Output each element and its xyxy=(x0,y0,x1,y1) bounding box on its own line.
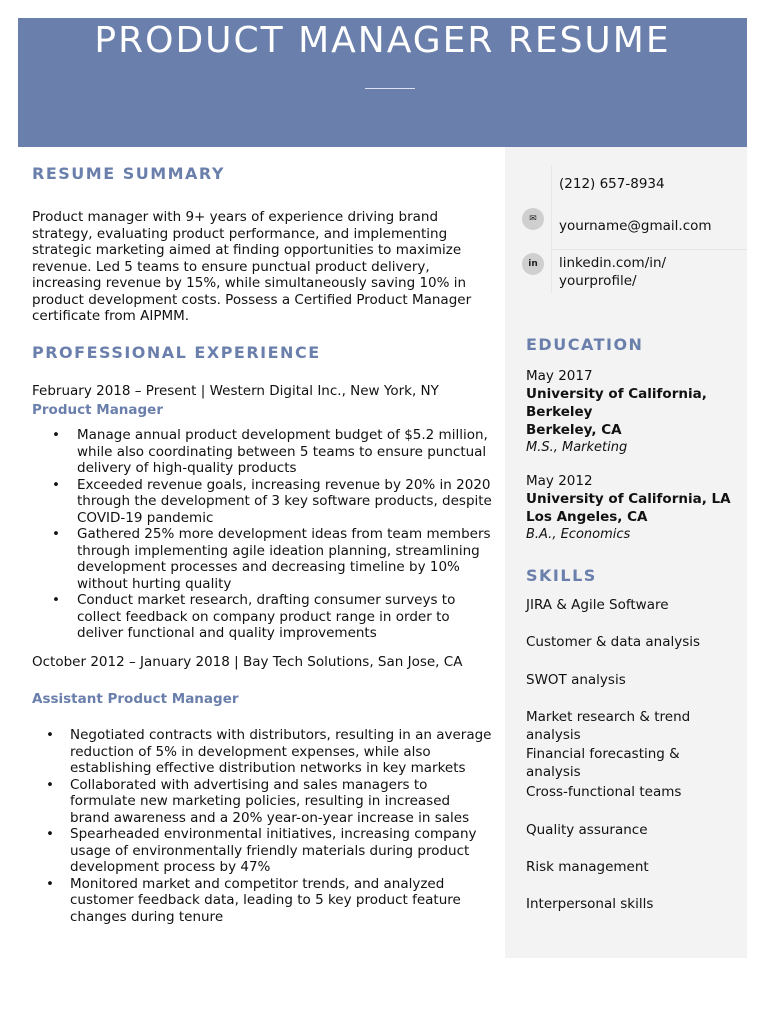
linkedin-icon: in xyxy=(522,253,544,275)
education-school: University of California, LA xyxy=(526,491,731,507)
experience-heading: PROFESSIONAL EXPERIENCE xyxy=(32,343,321,362)
job-bullet: • Monitored market and competitor trends, and analyzed customer feedback data, leading to 5 key product feature changes during tenure xyxy=(32,876,492,926)
education-entry xyxy=(526,367,741,457)
education-degree: B.A., Economics xyxy=(526,527,631,542)
email-address[interactable]: yourname@gmail.com xyxy=(559,218,712,234)
job-bullet: • Collaborated with advertising and sales managers to formulate new marketing policies, resulting in increased brand awareness and a 20% year-on-year increase in sales xyxy=(32,777,492,827)
skills-heading: SKILLS xyxy=(526,566,597,585)
skill-item: Customer & data analysis xyxy=(526,634,701,650)
job-bullet: • Manage annual product development budget of $5.2 million, while also coordinating between 5 teams to ensure punctual delivery of high-quality products xyxy=(32,427,492,477)
skill-item: SWOT analysis xyxy=(526,672,626,688)
phone-number: (212) 657-8934 xyxy=(559,176,665,192)
job-bullet: • Gathered 25% more development ideas from team members through implementing agile ideation planning, streamlining development processes and decreasing timeline by 10% without hurting quality xyxy=(32,526,492,592)
job-meta: October 2012 – January 2018 | Bay Tech Solutions, San Jose, CA xyxy=(32,654,463,670)
contact-divider xyxy=(551,165,552,293)
linkedin-url-line: linkedin.com/in/ xyxy=(559,255,667,271)
summary-text: Product manager with 9+ years of experience driving brand strategy, evaluating product performance, and implementing strategic marketing aimed at finding opportunities to maximize revenue. Led 5 teams to ensure punctual product delivery, increasing revenue by 15%, while simultaneously saving 10% in product development costs. Possess a Certified Product Manager certificate from AIPMM. xyxy=(32,209,472,324)
education-school: University of California, xyxy=(526,386,707,402)
summary-heading: RESUME SUMMARY xyxy=(32,164,225,183)
job-title: Product Manager xyxy=(32,402,163,418)
skill-item: JIRA & Agile Software xyxy=(526,597,669,613)
header-divider xyxy=(365,88,415,89)
job-title: Assistant Product Manager xyxy=(32,691,239,707)
education-degree: M.S., Marketing xyxy=(526,440,628,455)
education-date: May 2012 xyxy=(526,473,593,489)
education-date: May 2017 xyxy=(526,368,593,384)
linkedin-url[interactable] xyxy=(559,254,666,290)
resume-header xyxy=(18,18,747,147)
skill-item: Risk management xyxy=(526,859,649,875)
education-school: Berkeley xyxy=(526,404,593,420)
job-bullets xyxy=(32,727,492,925)
skill-item: Interpersonal skills xyxy=(526,896,654,912)
education-location: Los Angeles, CA xyxy=(526,509,648,525)
skill-item: Cross-functional teams xyxy=(526,784,682,800)
skill-item: Quality assurance xyxy=(526,822,648,838)
contact-divider xyxy=(551,249,747,250)
job-bullet: • Conduct market research, drafting consumer surveys to collect feedback on company product range in order to deliver functional and quality improvements xyxy=(32,592,492,642)
job-bullet: • Negotiated contracts with distributors, resulting in an average reduction of 5% in development expenses, while also establishing effective distribution networks in key markets xyxy=(32,727,492,777)
education-heading: EDUCATION xyxy=(526,335,644,354)
job-bullets xyxy=(32,427,492,642)
job-bullet: • Spearheaded environmental initiatives, increasing company usage of environmentally friendly materials during product development process by 47% xyxy=(32,826,492,876)
resume-title: PRODUCT MANAGER RESUME xyxy=(94,20,671,61)
job-meta: February 2018 – Present | Western Digital Inc., New York, NY xyxy=(32,383,439,399)
skill-item: Financial forecasting & analysis xyxy=(526,746,680,780)
job-bullet: • Exceeded revenue goals, increasing revenue by 20% in 2020 through the development of 3 key software products, despite COVID-19 pandemic xyxy=(32,477,492,527)
linkedin-url-line: yourprofile/ xyxy=(559,273,637,289)
skill-item: Market research & trend analysis xyxy=(526,709,691,743)
education-location: Berkeley, CA xyxy=(526,422,622,438)
education-entry xyxy=(526,472,741,544)
email-icon: ✉ xyxy=(522,208,544,230)
